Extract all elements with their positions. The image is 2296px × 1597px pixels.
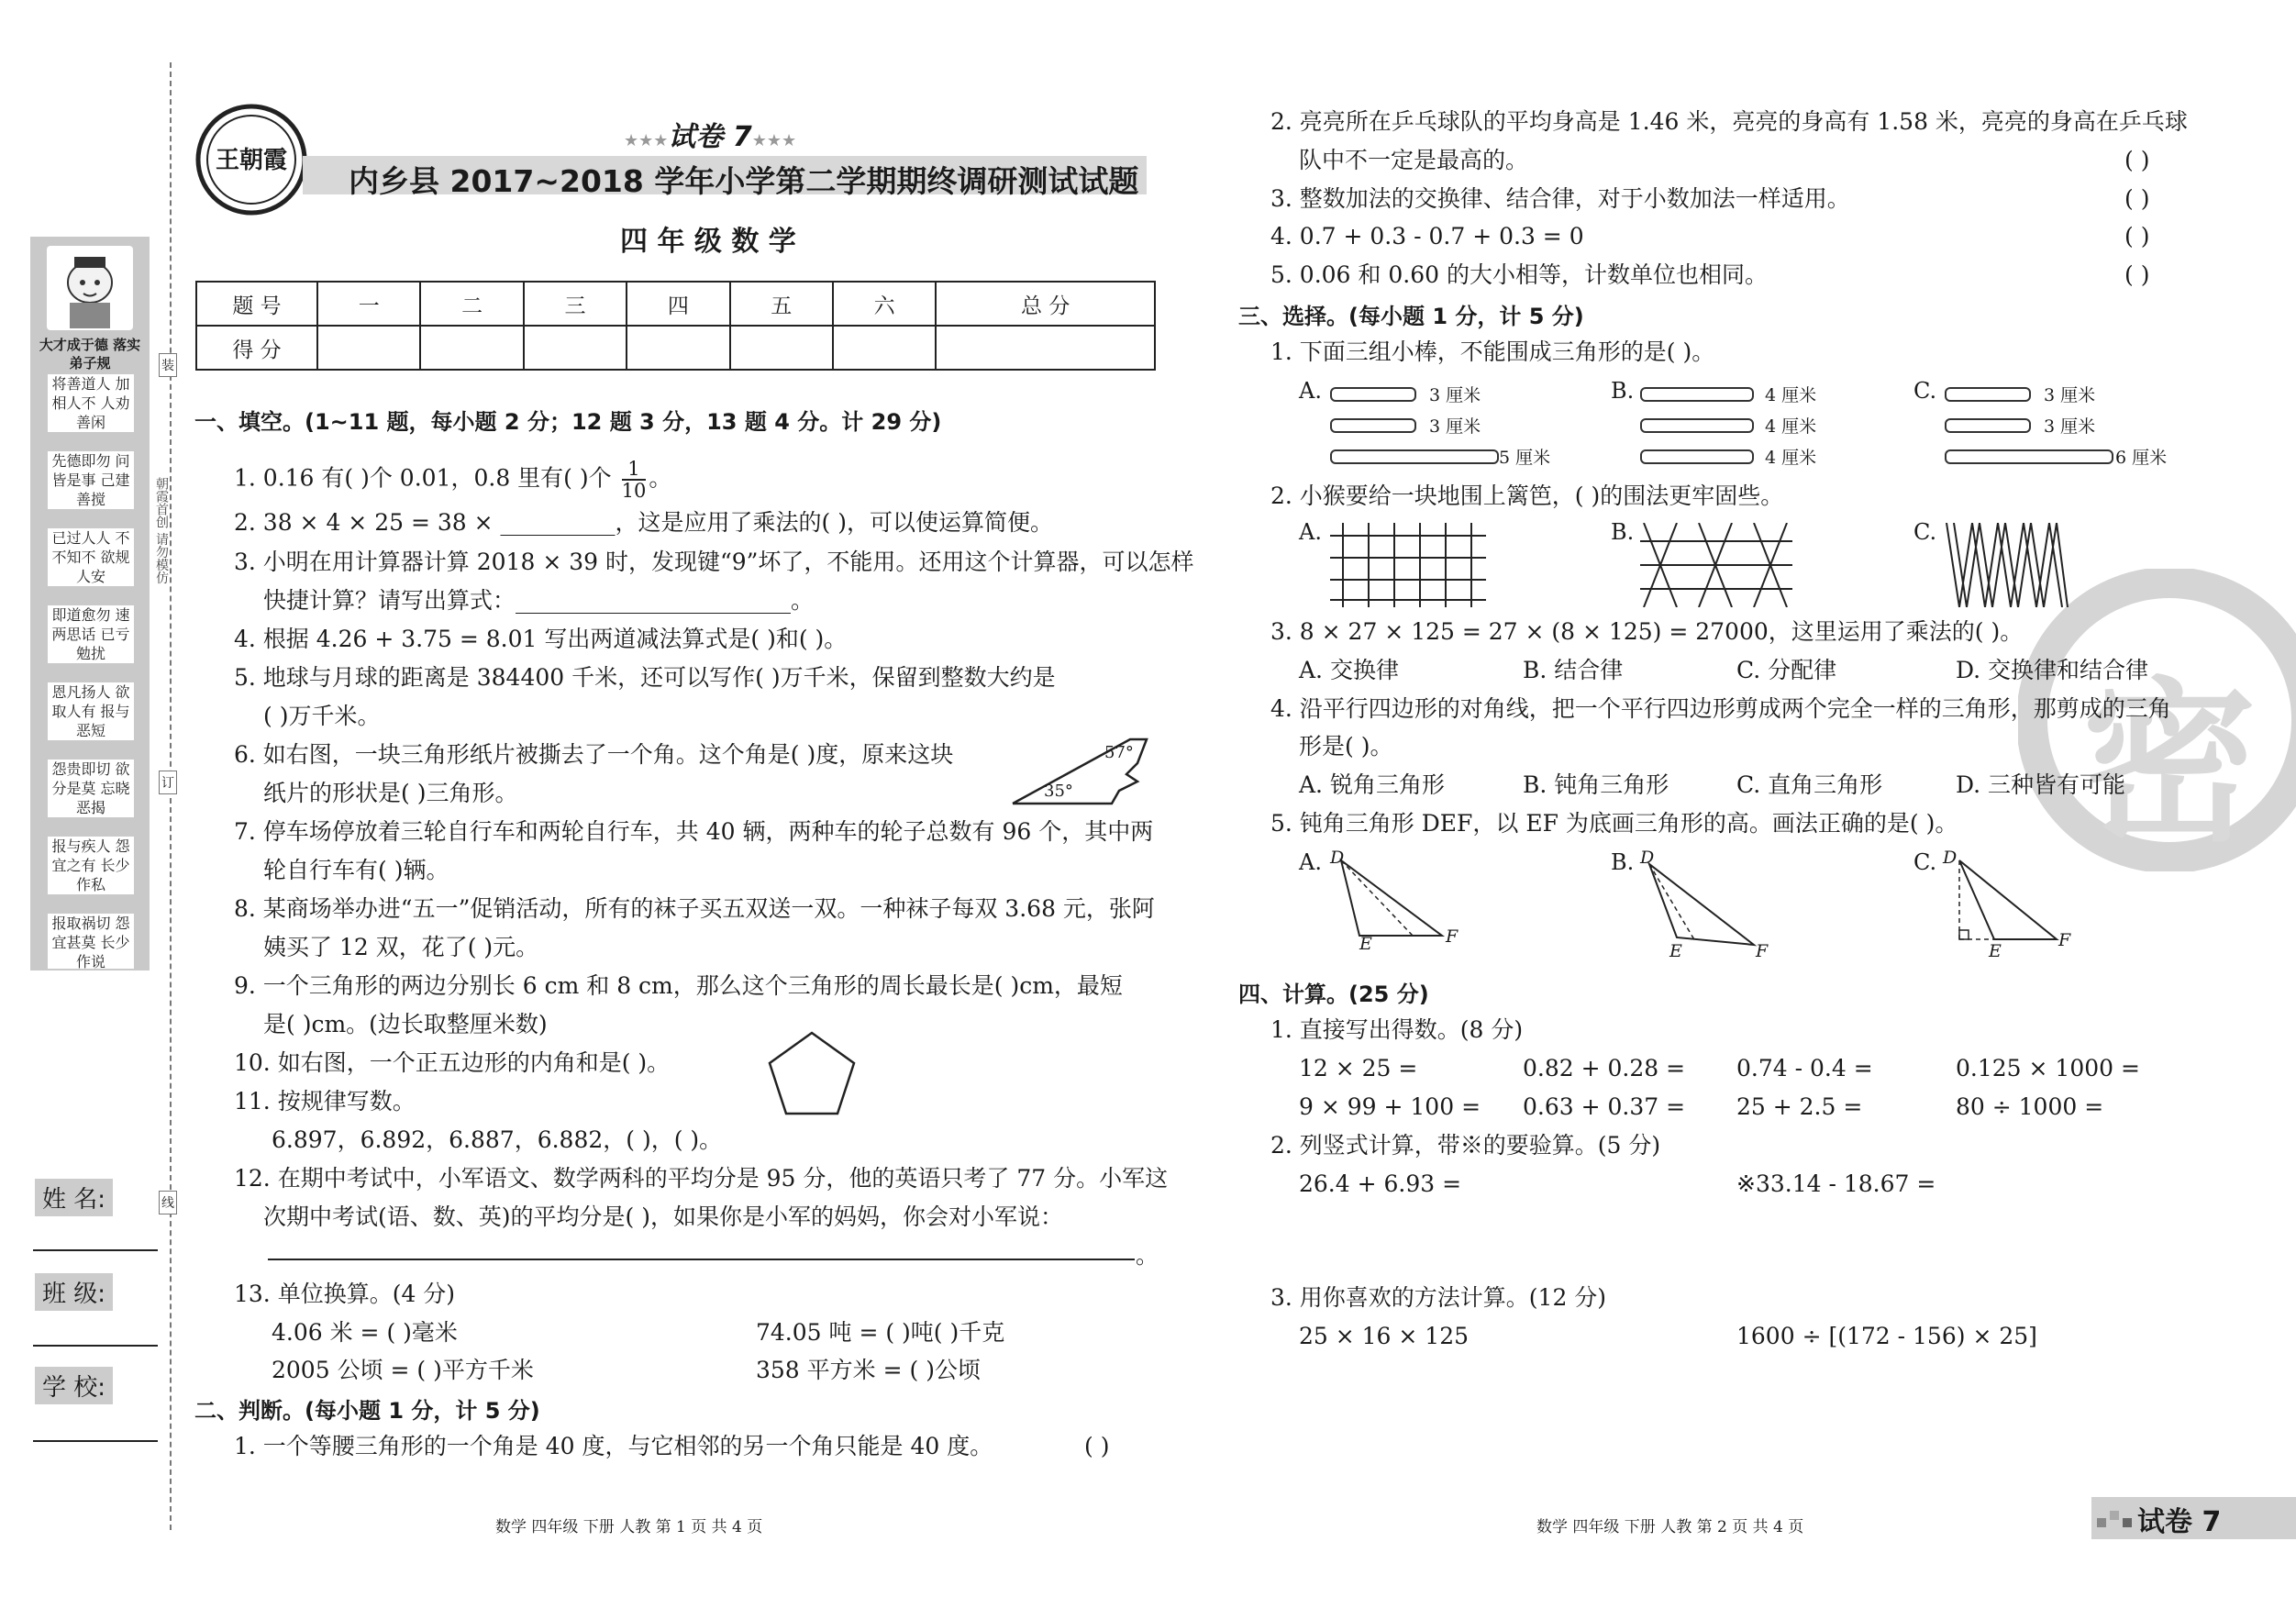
paper-label: ★★★试卷 7★★★: [624, 121, 797, 153]
choice-4-line1: 4. 沿平行四边形的对角线，把一个平行四边形剪成两个完全一样的三角形，那剪成的三角: [1270, 695, 2171, 722]
q6-line2: 纸片的形状是( )三角形。: [263, 780, 518, 806]
q1-fraction: [622, 459, 647, 501]
q1-fraction-den: 10: [621, 480, 647, 502]
choice-1: 1. 下面三组小棒，不能围成三角形的是( )。: [1270, 338, 1715, 365]
stick-a1: [1330, 387, 1416, 402]
q6-torn-triangle-figure: [1009, 734, 1156, 807]
calc-1-r2c4: 80 ÷ 1000 =: [1956, 1093, 2104, 1120]
seal-char-3: 线: [159, 1191, 177, 1214]
logo-text: 王朝霞: [215, 147, 287, 174]
judge-4: 4. 0.7 + 0.3 - 0.7 + 0.3 = 0: [1270, 223, 1584, 250]
calc-1-r1c2: 0.82 + 0.28 =: [1523, 1055, 1686, 1081]
calc-3-a: 25 × 16 × 125: [1299, 1323, 1470, 1349]
stick-c3-label: 6 厘米: [2115, 448, 2168, 468]
judge-2-line2: 队中不一定是最高的。: [1299, 147, 1529, 173]
page-2-footer: 数学 四年级 下册 人教 第 2 页 共 4 页: [1536, 1518, 1804, 1536]
triangle-a-figure: [1330, 848, 1459, 954]
choice-3: 3. 8 × 27 × 125 = 27 × (8 × 125) = 27000，这里运用了乘法的( )。: [1270, 618, 2024, 645]
q11-line2: 6.897，6.892，6.887，6.882，( )，( )。: [272, 1126, 723, 1153]
stick-a3: [1330, 449, 1499, 464]
score-cell-header: 四: [627, 282, 729, 326]
q13-item-2: 74.05 吨 = ( )吨( )千克: [756, 1319, 1005, 1346]
calc-1-r1c1: 12 × 25 =: [1299, 1055, 1418, 1081]
stick-c1: [1945, 387, 2031, 402]
section-3-heading: 三、选择。(每小题 1 分，计 5 分): [1238, 304, 1584, 329]
score-input-cell[interactable]: [936, 326, 1155, 370]
calc-1-r2c2: 0.63 + 0.37 =: [1523, 1093, 1686, 1120]
score-input-cell[interactable]: [524, 326, 627, 370]
stick-b2-label: 4 厘米: [1765, 416, 1817, 437]
score-cell-header: 三: [524, 282, 627, 326]
section-1-heading: 一、填空。(1~11 题，每小题 2 分；12 题 3 分，13 题 4 分。计 29 分): [194, 409, 942, 435]
judge-5: 5. 0.06 和 0.60 的大小相等，计数单位也相同。: [1270, 261, 1768, 288]
score-cell-header: 题 号: [196, 282, 317, 326]
name-label: 姓 名:: [35, 1179, 113, 1216]
q5-line2: ( )万千米。: [263, 703, 381, 729]
q7-line2: 轮自行车有( )辆。: [263, 857, 449, 883]
score-cell-header: 六: [833, 282, 936, 326]
triangle-c-label-f: F: [2058, 930, 2071, 950]
choice-4-option-d[interactable]: D. 三种皆有可能: [1956, 771, 2126, 798]
triangle-c-label-d: D: [1943, 848, 1958, 868]
calc-1: 1. 直接写出得数。(8 分): [1270, 1016, 1524, 1043]
stick-b1: [1640, 387, 1754, 402]
q2: 2. 38 × 4 × 25 = 38 × __________，这是应用了乘法的( )，可以使运算简便。: [234, 509, 1053, 536]
triangle-a-label-d: D: [1330, 848, 1345, 868]
q4: 4. 根据 4.26 + 3.75 = 8.01 写出两道减法算式是( )和( )。: [234, 626, 848, 652]
stick-c2: [1945, 418, 2031, 433]
proverb-6: 怨贵即切 欲分是莫 忘晓恶揭: [48, 760, 134, 817]
judge-3: 3. 整数加法的交换律、结合律，对于小数加法一样适用。: [1270, 185, 1850, 212]
fence-zigzag-figure: [1943, 523, 2071, 607]
q11-line1: 11. 按规律写数。: [234, 1088, 416, 1115]
fence-grid-figure: [1330, 523, 1486, 607]
q5-line1: 5. 地球与月球的距离是 384400 千米，还可以写作( )万千米，保留到整数大约是: [234, 664, 1056, 691]
stick-b3-label: 4 厘米: [1765, 448, 1817, 468]
triangle-b-figure: [1640, 848, 1769, 963]
judge-1: 1. 一个等腰三角形的一个角是 40 度，与它相邻的另一个角只能是 40 度。: [234, 1433, 993, 1459]
proverb-1: 将善道人 加相人不 人劝善闲: [48, 374, 134, 432]
choice-4-option-c[interactable]: C. 直角三角形: [1736, 771, 1883, 798]
q1-end: 。: [649, 464, 672, 492]
q9-line1: 9. 一个三角形的两边分别长 6 cm 和 8 cm，那么这个三角形的周长最长是( )cm，最短: [234, 972, 1123, 999]
triangle-c-figure: [1943, 848, 2071, 963]
choice-4-option-b[interactable]: B. 钝角三角形: [1523, 771, 1669, 798]
scholar-illustration: [47, 246, 133, 330]
calc-3: 3. 用你喜欢的方法计算。(12 分): [1270, 1284, 1607, 1311]
choice-3-option-b[interactable]: B. 结合律: [1523, 657, 1624, 683]
judge-2-line1: 2. 亮亮所在乒乓球队的平均身高是 1.46 米，亮亮的身高有 1.58 米，亮亮的身高在乒乓球: [1270, 108, 2188, 135]
triangle-b-label-e: E: [1669, 941, 1682, 961]
proverb-7: 报与疾人 怨宜之有 长少作私: [48, 837, 134, 894]
q6-line1: 6. 如右图，一块三角形纸片被撕去了一个角。这个角是( )度，原来这块: [234, 741, 954, 768]
calc-1-r2c3: 25 + 2.5 =: [1736, 1093, 1863, 1120]
choice-3-option-c[interactable]: C. 分配律: [1736, 657, 1837, 683]
q3-line2: 快捷计算？请写出算式：________________________。: [263, 587, 815, 614]
q6-angle-top: 57°: [1104, 743, 1134, 762]
q12-line1: 12. 在期中考试中，小军语文、数学两科的平均分是 95 分，他的英语只考了 77 分。小军这: [234, 1165, 1169, 1192]
judge-5-answer[interactable]: ( ): [2124, 261, 2150, 288]
score-cell-header: 一: [317, 282, 420, 326]
choice-5: 5. 钝角三角形 DEF，以 EF 为底画三角形的高。画法正确的是( )。: [1270, 810, 1958, 837]
brand-logo: [194, 103, 308, 216]
seal-char-1: 装: [159, 353, 177, 377]
calc-2-a: 26.4 + 6.93 =: [1299, 1170, 1462, 1197]
stick-a2: [1330, 418, 1416, 433]
seal-char-2: 订: [159, 771, 177, 794]
calc-2-b: ※33.14 - 18.67 =: [1736, 1170, 1936, 1197]
q8-line2: 姨买了 12 双，花了( )元。: [263, 934, 539, 960]
exam-subtitle: 四 年 级 数 学: [620, 226, 796, 258]
q13-item-1: 4.06 米 = ( )毫米: [272, 1319, 458, 1346]
proverb-5: 恩凡扬人 欲取人有 报与恶短: [48, 682, 134, 740]
sidebar-motto: 大才成于德 落实弟子规: [39, 337, 141, 372]
q7-line1: 7. 停车场停放着三轮自行车和两轮自行车，共 40 辆，两种车的轮子总数有 96 个，其中两: [234, 818, 1154, 845]
q10: 10. 如右图，一个正五边形的内角和是( )。: [234, 1049, 671, 1076]
proverb-2: 先德即勿 问皆是事 己建善搅: [48, 451, 134, 509]
choice-1-option-a[interactable]: A.: [1299, 378, 1322, 404]
score-cell-header: 五: [730, 282, 833, 326]
class-field[interactable]: [33, 1345, 158, 1347]
judge-4-answer[interactable]: ( ): [2124, 223, 2150, 250]
choice-2-option-a[interactable]: A.: [1299, 519, 1322, 545]
score-table: [195, 281, 1156, 371]
choice-2-option-c[interactable]: C.: [1913, 519, 1937, 545]
stick-b1-label: 4 厘米: [1765, 385, 1817, 405]
calc-1-r1c3: 0.74 - 0.4 =: [1736, 1055, 1873, 1081]
watermark-text: 密: [2082, 662, 2257, 865]
corner-paper-label: 试卷 7: [2137, 1506, 2222, 1538]
triangle-a-label-f: F: [1446, 926, 1459, 947]
stick-a3-label: 5 厘米: [1499, 448, 1551, 468]
stick-c1-label: 3 厘米: [2044, 385, 2096, 405]
score-input-cell[interactable]: [730, 326, 833, 370]
choice-3-option-d[interactable]: D. 交换律和结合律: [1956, 657, 2149, 683]
proverb-4: 即道愈勿 速两思话 已亏勉扰: [48, 605, 134, 663]
score-input-cell[interactable]: [627, 326, 729, 370]
q12-line2: 次期中考试(语、数、英)的平均分是( )，如果你是小军的妈妈，你会对小军说：: [263, 1203, 1063, 1230]
judge-2-answer[interactable]: ( ): [2124, 147, 2150, 173]
choice-1-option-c[interactable]: C.: [1913, 378, 1937, 404]
score-input-cell[interactable]: [833, 326, 936, 370]
stick-a1-label: 3 厘米: [1429, 385, 1481, 405]
stick-b3: [1640, 449, 1754, 464]
corner-tab-squares: [2097, 1509, 2134, 1529]
choice-5-option-c[interactable]: C.: [1913, 849, 1937, 875]
stick-c2-label: 3 厘米: [2044, 416, 2096, 437]
section-2-heading: 二、判断。(每小题 1 分，计 5 分): [194, 1398, 540, 1424]
q9-line2: 是( )cm。(边长取整厘米数): [263, 1011, 548, 1037]
score-input-cell[interactable]: [317, 326, 420, 370]
stick-a2-label: 3 厘米: [1429, 416, 1481, 437]
stick-c3: [1945, 449, 2113, 464]
q13-item-4: 358 平方米 = ( )公顷: [756, 1357, 981, 1383]
score-table-score-row: [196, 326, 1155, 370]
q3-line1: 3. 小明在用计算器计算 2018 × 39 时，发现键“9”坏了，不能用。还用这个计算器，可以怎样: [234, 549, 1194, 575]
school-label: 学 校:: [35, 1367, 113, 1404]
choice-2-option-b[interactable]: B.: [1611, 519, 1635, 545]
score-cell-header: 二: [420, 282, 523, 326]
choice-1-option-b[interactable]: B.: [1611, 378, 1635, 404]
calc-1-r1c4: 0.125 × 1000 =: [1956, 1055, 2140, 1081]
binding-dashed-line: [170, 62, 172, 1530]
exam-title: 内乡县 2017~2018 学年小学第二学期期终调研测试试题: [349, 163, 1139, 199]
judge-3-answer[interactable]: ( ): [2124, 185, 2150, 212]
q6-angle-bottom: 35°: [1044, 782, 1073, 801]
triangle-c-label-e: E: [1989, 941, 2002, 961]
choice-4-line2: 形是( )。: [1299, 733, 1393, 760]
proverb-3: 已过人人 不不知不 欲规人安: [48, 528, 134, 586]
q1-fraction-num: 1: [622, 459, 647, 481]
choice-5-option-a[interactable]: A.: [1299, 849, 1322, 875]
q1-text: 1. 0.16 有( )个 0.01，0.8 里有( )个: [234, 464, 612, 492]
q1: [234, 459, 671, 501]
calc-1-r2c1: 9 × 99 + 100 =: [1299, 1093, 1481, 1120]
choice-4-option-a[interactable]: A. 锐角三角形: [1299, 771, 1445, 798]
calc-2: 2. 列竖式计算，带※的要验算。(5 分): [1270, 1132, 1661, 1159]
triangle-b-label-d: D: [1640, 848, 1655, 868]
choice-3-option-a[interactable]: A. 交换律: [1299, 657, 1399, 683]
choice-2: 2. 小猴要给一块地围上篱笆，( )的围法更牢固些。: [1270, 482, 1784, 509]
judge-1-answer[interactable]: ( ): [1084, 1433, 1110, 1459]
seal-notice: 朝霞首创 请勿模仿: [154, 477, 169, 584]
paper-label-text: 试卷 7: [668, 121, 752, 153]
q12-answer-line[interactable]: [268, 1259, 1135, 1260]
stick-b2: [1640, 418, 1754, 433]
proverb-8: 报取祸切 怨宜甚莫 长少作说: [48, 914, 134, 969]
q10-pentagon-figure: [766, 1029, 858, 1117]
class-label: 班 级:: [35, 1273, 113, 1311]
name-field[interactable]: [33, 1249, 158, 1251]
page-1-footer: 数学 四年级 下册 人教 第 1 页 共 4 页: [495, 1518, 763, 1536]
calc-3-b: 1600 ÷ [(172 - 156) × 25]: [1736, 1323, 2037, 1349]
score-table-header-row: [196, 282, 1155, 326]
score-cell-header: 总 分: [936, 282, 1155, 326]
q13: 13. 单位换算。(4 分): [234, 1281, 456, 1307]
school-field[interactable]: [33, 1440, 158, 1442]
score-input-cell[interactable]: [420, 326, 523, 370]
fence-cross-figure: [1640, 523, 1792, 607]
q12-end: 。: [1136, 1242, 1159, 1269]
score-row-label: 得 分: [196, 326, 317, 370]
q13-item-3: 2005 公顷 = ( )平方千米: [272, 1357, 534, 1383]
triangle-a-label-e: E: [1359, 934, 1372, 954]
choice-5-option-b[interactable]: B.: [1611, 849, 1635, 875]
section-4-heading: 四、计算。(25 分): [1238, 981, 1429, 1007]
q8-line1: 8. 某商场举办进“五一”促销活动，所有的袜子买五双送一双。一种袜子每双 3.68 元，张阿: [234, 895, 1155, 922]
triangle-b-label-f: F: [1756, 941, 1769, 961]
